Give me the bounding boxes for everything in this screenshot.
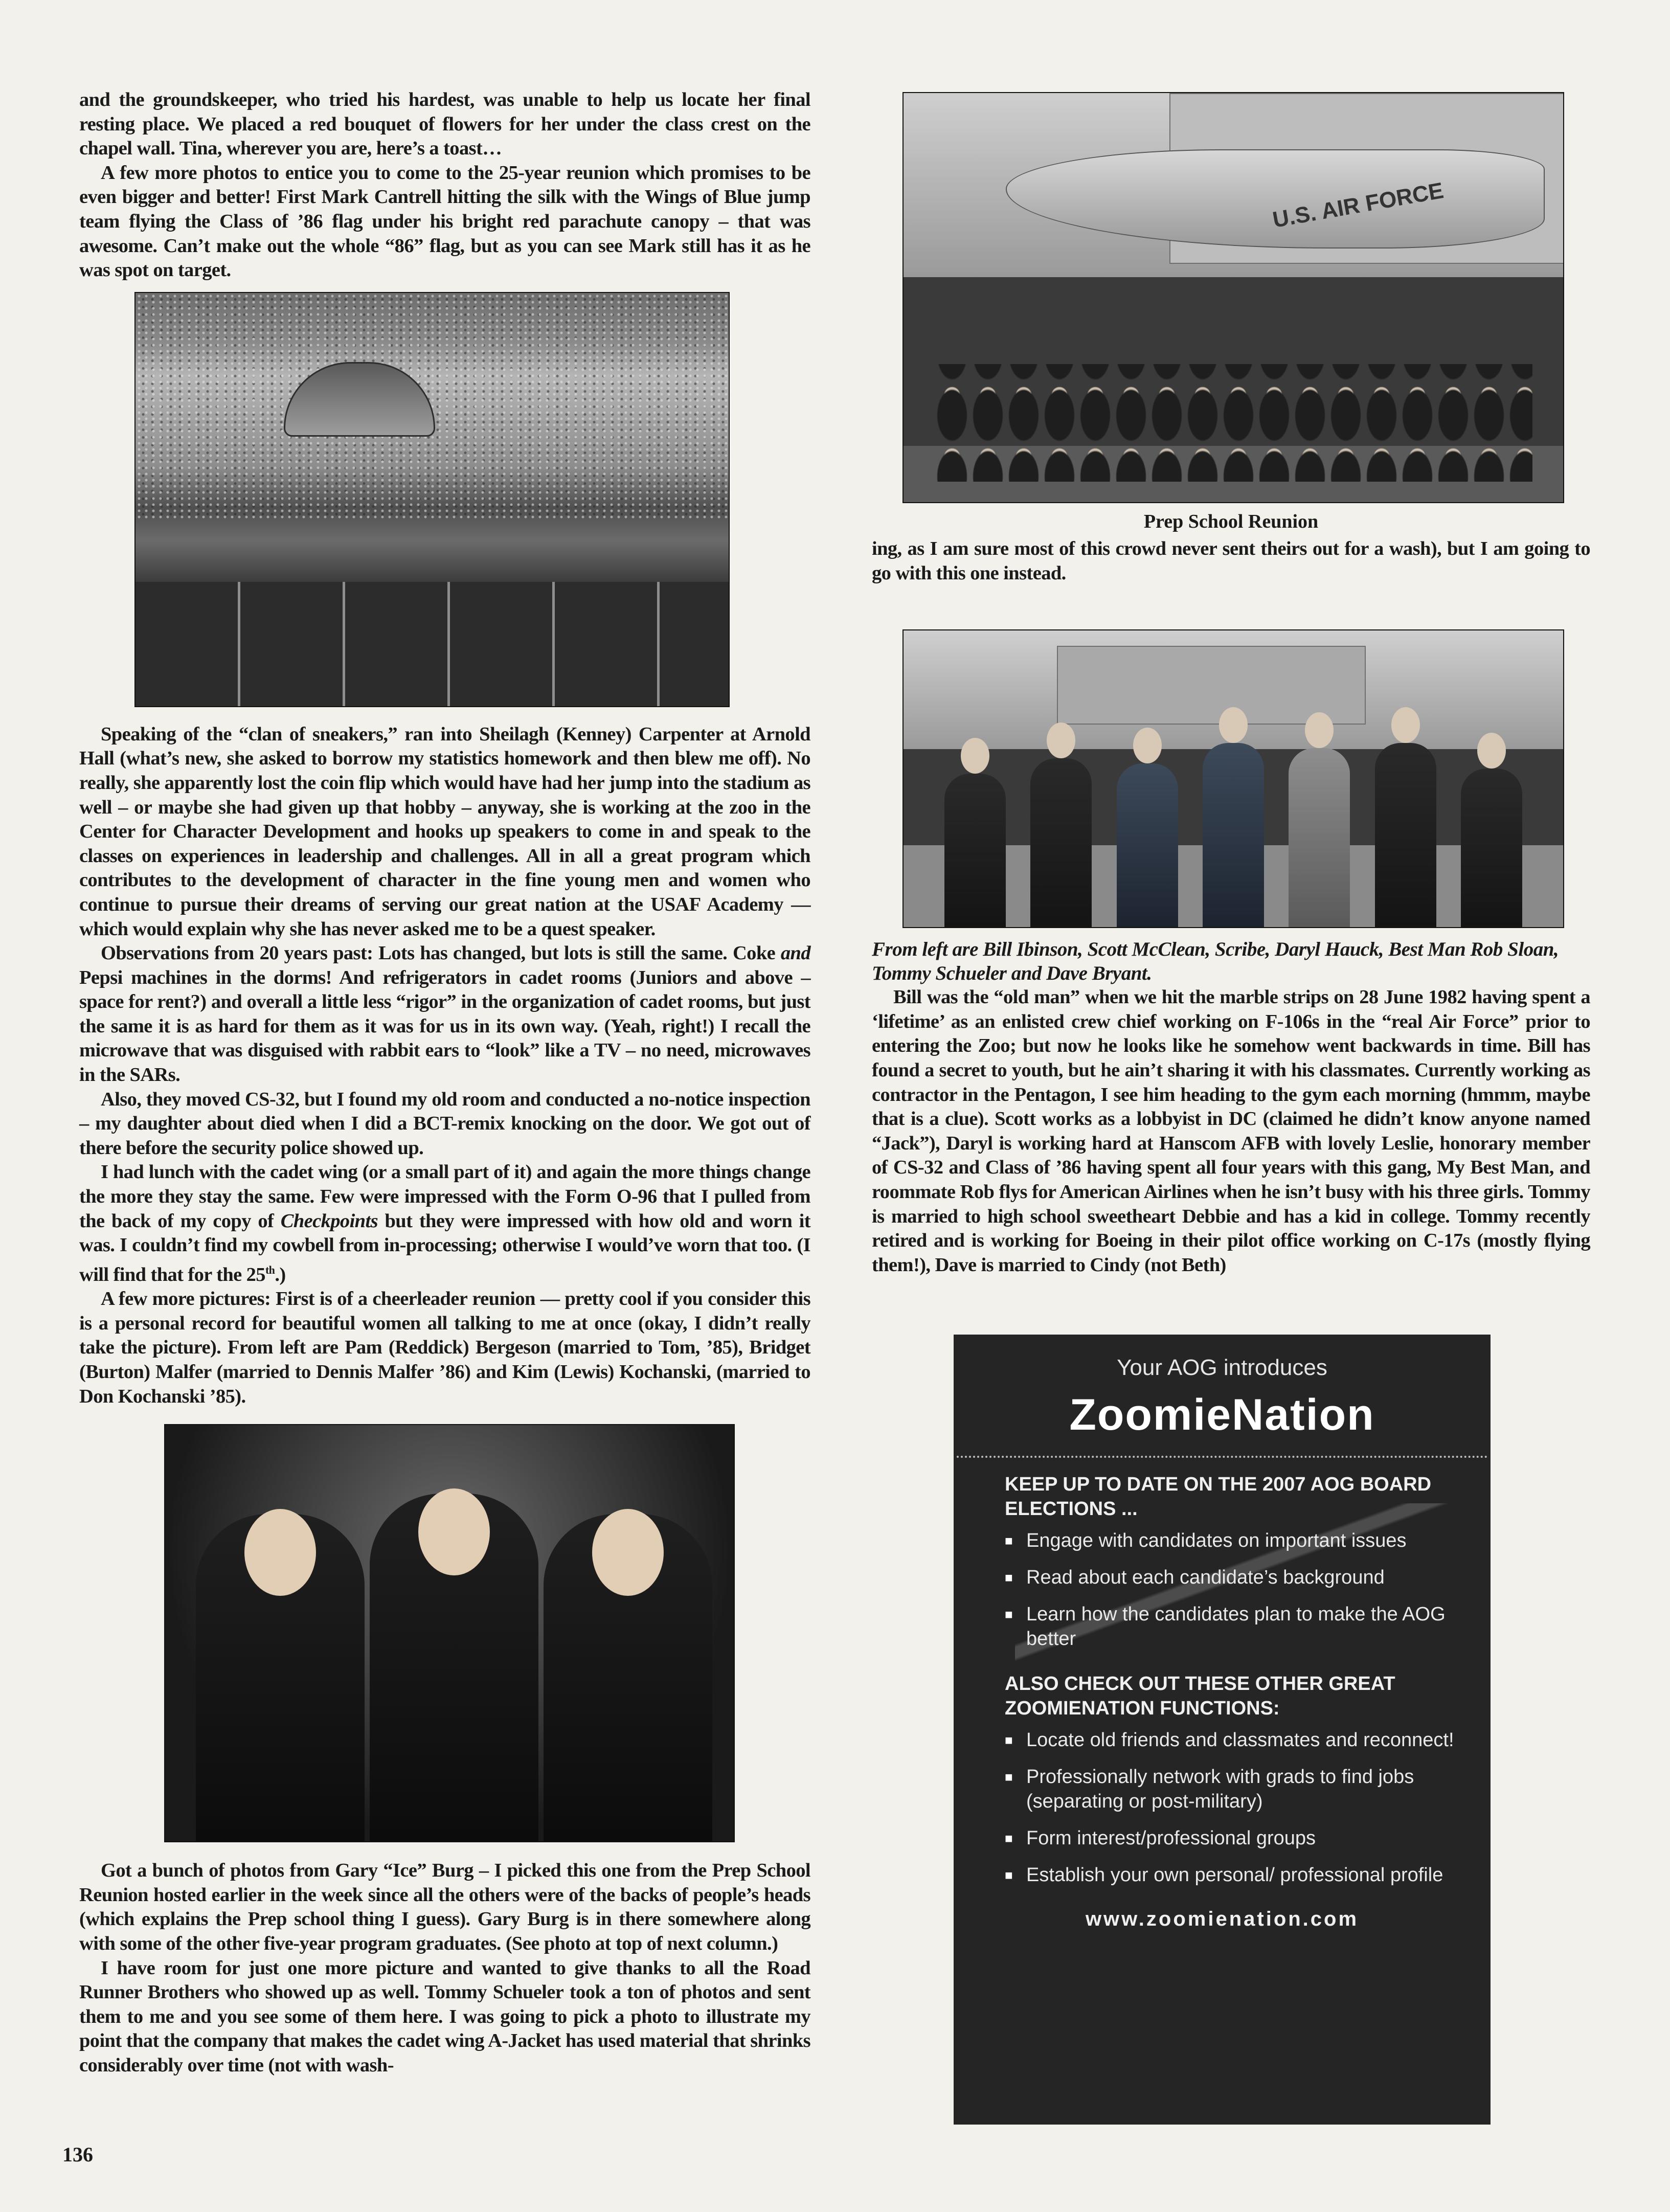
prep-school-reunion-photo xyxy=(902,92,1564,503)
name-burg: Burg xyxy=(432,1860,473,1882)
name-malfer: Malfer xyxy=(377,1361,434,1383)
text: ) Bergeson (married to Tom, ’85), Bridget ( xyxy=(79,1337,810,1383)
name-lewis: Lewis xyxy=(560,1361,608,1383)
paragraph-clan-of-sneakers xyxy=(79,723,810,941)
name-reddick: Reddick xyxy=(395,1337,463,1359)
paragraph-gary-burg xyxy=(79,1859,810,1956)
list-item: ■ Professionally network with grads to find jobs (separating or post-military) xyxy=(1005,1765,1460,1814)
road-runner-brothers-photo xyxy=(902,629,1564,928)
text: – I picked this one from the Prep School Reunion hosted earlier in the week since all the others were of the backs of people’s heads (which explains the Prep school thing I guess). Gary Burg is in there somewhere along with some of the other five-year program graduates. (See photo at top of next column.) xyxy=(79,1860,810,1954)
italic-checkpoints: Checkpoints xyxy=(280,1210,378,1232)
text: Got a bunch of photos from Gary “Ice” xyxy=(101,1860,432,1882)
field-lines xyxy=(136,582,729,706)
person xyxy=(1375,743,1436,927)
text: ’85). xyxy=(205,1385,246,1407)
text: A few more photos to entice you to come to the 25-year reunion which promises to be even bigger and better! First Mark xyxy=(79,162,810,208)
person xyxy=(1030,758,1092,927)
ad-brand: ZoomieNation xyxy=(1069,1390,1375,1439)
list-item: ■ Learn how the candidates plan to make the AOG better xyxy=(1005,1602,1460,1651)
zoomienation-ad xyxy=(954,1335,1491,2125)
person xyxy=(1117,763,1178,927)
list-item: ■ Form interest/professional groups xyxy=(1005,1826,1460,1850)
ad-url-link[interactable]: www.zoomienation.com xyxy=(1085,1908,1359,1930)
ad-list-functions xyxy=(954,1728,1491,1887)
text: hitting the silk with the Wings of Blue jump team flying the Class of ’86 flag under his bright red parachute canopy – that was awesome. Can’t make out the whole “86” flag, but as you can see Mark still has it as he was spot on target. xyxy=(79,186,810,281)
name-schueler: Schueler xyxy=(492,1981,564,2003)
paragraph-bill: Bill was the “old man” when we hit the marble strips on 28 June 1982 having spent a ‘lifetime’ as an enlisted crew chief working on F-106s in the “real Air Force” prior to entering the Zoo; but now he looks like he somehow went backwards in time. Bill has found a secret to youth, but he ain’t sharing it with his classmates. Currently working as contractor in the Pentagon, I see him heading to the gym each morning (hmmm, maybe that is a clue). Scott works as a lobbyist in DC (claimed he didn’t know anyone named “Jack”), Daryl is working hard at Hanscom AFB with lovely Leslie, honorary member of CS-32 and Class of ’86 having spent all four years with this gang, My Best Man, and roommate Rob flys for American Airlines when he isn’t busy with his three girls. Tommy is married to high school sweetheart Debbie and has a kid in college. Tommy recently retired and is working for Boeing in their pilot office working on C-17s (mostly flying them!), Dave is married to Cindy (not Beth) xyxy=(872,986,1590,1276)
text: ’86) and Kim ( xyxy=(434,1361,560,1383)
paragraph-groundskeeper: and the groundskeeper, who tried his hardest, was unable to help us locate her final resting place. We placed a red bouquet of flowers for her under the class crest on the chapel wall. Tina, wherever you are, here’s a toast… xyxy=(79,89,810,160)
name-kochanski: Kochanski xyxy=(118,1385,205,1407)
text: .) xyxy=(275,1263,286,1285)
text: ) Malfer (married to Dennis xyxy=(144,1361,378,1383)
italic-and: and xyxy=(780,942,810,964)
list-item: ■ Read about each candidate’s background xyxy=(1005,1565,1460,1590)
text: Observations from 20 years past: Lots has changed, but lots is still the same. Coke xyxy=(101,942,781,964)
text: ) Kochanski, (married to Don xyxy=(79,1361,810,1407)
jet-marking: U.S. AIR FORCE xyxy=(1271,178,1446,233)
photo-caption-road-runners: From left are Bill Ibinson, Scott McClean, Scribe, Daryl Hauck, Best Man Rob Sloan, Tommy Schueler and Dave Bryant. xyxy=(872,938,1559,985)
ad-heading-elections: KEEP UP TO DATE ON THE 2007 AOG BOARD ELECTIONS ... xyxy=(1005,1474,1432,1520)
ad-heading-functions: ALSO CHECK OUT THESE OTHER GREAT ZOOMIENATION FUNCTIONS: xyxy=(1005,1673,1395,1719)
woman-center xyxy=(370,1494,538,1841)
person xyxy=(1289,748,1350,927)
list-item: ■ Establish your own personal/ professional profile xyxy=(1005,1863,1460,1887)
paragraph-reunion-photos xyxy=(79,161,810,283)
dotted-divider xyxy=(957,1456,1487,1458)
woman-left xyxy=(196,1514,365,1841)
crowd xyxy=(136,293,729,520)
reunion-group xyxy=(934,364,1532,482)
name-kenney: Kenney xyxy=(562,723,625,745)
text: but they were impressed with how old and worn it was. I couldn’t find my cowbell from in-processing; otherwise I would’ve worn that too. (I will find that for the 25 xyxy=(79,1210,810,1285)
superscript: th xyxy=(265,1263,275,1276)
parachute-photo xyxy=(134,292,730,707)
text: I have room for just one more picture and wanted to give thanks to all the Road Runner Brothers who showed up as well. Tommy xyxy=(79,1957,810,2003)
list-item: ■ Locate old friends and classmates and reconnect! xyxy=(1005,1728,1460,1752)
text: took a ton of photos and sent them to me and you see some of them here. I was going to pick a photo to illustrate my point that the company that makes the cadet wing A-Jacket has used material that shrinks considerably over time (not with wash- xyxy=(79,1981,810,2076)
left-column xyxy=(79,88,810,2078)
text: A few more pictures: First is of a cheerleader reunion — pretty cool if you consider this is a personal record for beautiful women all talking to me at once (okay, I didn’t really take the picture). From left are Pam ( xyxy=(79,1288,810,1359)
right-column xyxy=(872,92,1590,1277)
paragraph-cs32: Also, they moved CS-32, but I found my old room and conducted a no-notice inspection – my daughter about died when I did a BCT-remix knocking on the door. We got out of there before the security police showed up. xyxy=(79,1088,810,1159)
page-number: 136 xyxy=(62,2143,93,2166)
paragraph-cheerleader xyxy=(79,1287,810,1409)
text: ) Carpenter at Arnold Hall (what’s new, she asked to borrow my statistics homework and then blew me off). No really, she apparently lost the coin flip which would have had her jump into the stadium as well – or maybe she had given up that hobby – anyway, she is working at the zoo in the Center for Character Development and hooks up speakers to come in and speak to the classes on experiences in leadership and challenges. All in all a great program which contributes to the development of character in the fine young men and women who continue to pursue their dreams of serving our great nation at the USAF Academy — which would explain why she has never asked me to be a quest speaker. xyxy=(79,723,810,940)
text: Speaking of the “clan of sneakers,” ran into Sheilagh ( xyxy=(101,723,562,745)
photo-caption-prep-school: Prep School Reunion xyxy=(1143,511,1319,532)
paragraph-lunch xyxy=(79,1160,810,1287)
text: I had lunch with the cadet wing (or a small part of it) and again the more things change the more they stay the same. Few were impressed with the Form O-96 that I pulled from the back of my copy of xyxy=(79,1161,810,1232)
paragraph-road-runner xyxy=(79,1956,810,2078)
paragraph-wash: ing, as I am sure most of this crowd never sent theirs out for a wash), but I am going to go with this one instead. xyxy=(872,538,1590,584)
person xyxy=(944,774,1006,927)
list-item: ■ Engage with candidates on important issues xyxy=(1005,1528,1460,1553)
ad-intro: Your AOG introduces xyxy=(1117,1355,1327,1380)
text: Pepsi machines in the dorms! And refrigerators in cadet rooms (Juniors and above – space for rent?) and overall a little less “rigor” in the organization of cadet rooms, but just the same it is as hard for them as it was for us in its own way. (Yeah, right!) I recall the microwave that was disguised with rabbit ears to “look” like a TV – no need, microwaves in the SARs. xyxy=(79,966,810,1086)
person xyxy=(1203,743,1264,927)
person xyxy=(1461,769,1522,927)
cheerleader-photo xyxy=(164,1424,735,1842)
paragraph-observations xyxy=(79,941,810,1088)
name-cantrell: Cantrell xyxy=(374,186,442,208)
name-burton: Burton xyxy=(85,1361,144,1383)
woman-right xyxy=(544,1514,712,1841)
group-of-men xyxy=(944,743,1522,927)
